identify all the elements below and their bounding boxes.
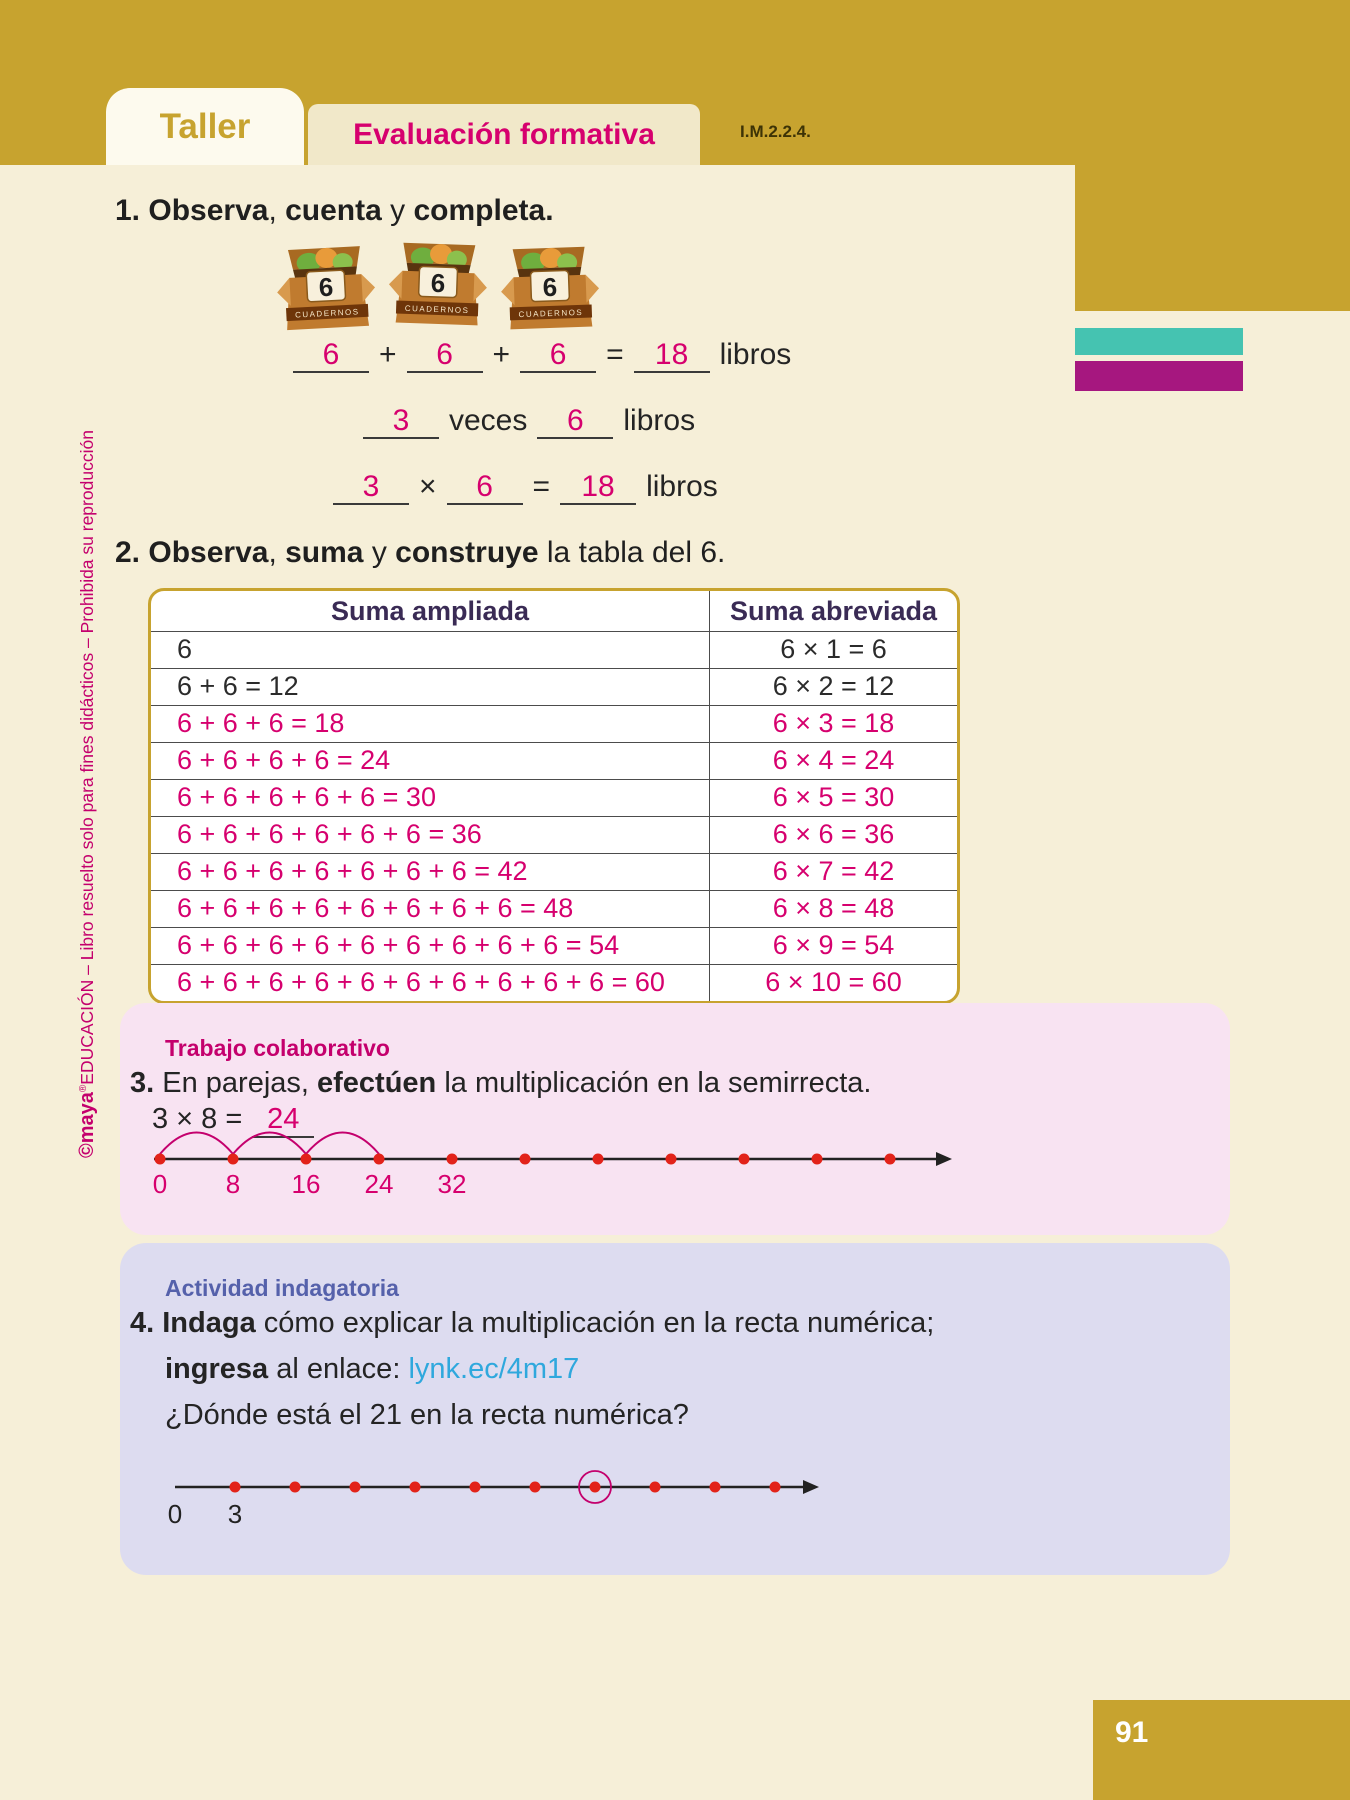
plus-sign: + bbox=[379, 338, 397, 371]
table-row bbox=[151, 891, 957, 928]
svg-text:8: 8 bbox=[225, 1169, 241, 1199]
page-number: 91 bbox=[1115, 1716, 1149, 1749]
numberline-semirrecta bbox=[148, 1117, 968, 1213]
exercise2-title: 2. Observa, suma y construye la tabla del 6. bbox=[115, 536, 726, 569]
blank-addend-1: 6 bbox=[293, 338, 369, 373]
equals-sign: = bbox=[532, 470, 551, 503]
box-banner-label: CUADERNOS bbox=[294, 307, 360, 320]
times-sign: × bbox=[419, 470, 437, 503]
expression: 3 × 8 = bbox=[152, 1103, 243, 1135]
cell-suma-ampliada: 6 + 6 = 12 bbox=[151, 669, 710, 706]
magenta-bar bbox=[1075, 361, 1243, 391]
table-row bbox=[151, 817, 957, 854]
unit-label: libros bbox=[719, 338, 792, 371]
registered-symbol: ® bbox=[78, 1084, 90, 1093]
box-count-label: 6 bbox=[430, 267, 446, 299]
cell-suma-ampliada: 6 + 6 + 6 + 6 + 6 + 6 + 6 + 6 + 6 + 6 = 60 bbox=[151, 965, 710, 1002]
box-count-label: 6 bbox=[317, 271, 334, 303]
box-banner-label: CUADERNOS bbox=[518, 307, 584, 320]
notebook-box bbox=[500, 246, 601, 329]
notebook-box bbox=[388, 242, 489, 325]
cell-suma-abreviada: 6 × 2 = 12 bbox=[710, 669, 957, 706]
header-suma-ampliada: Suma ampliada bbox=[151, 591, 710, 632]
blank-times: 3 bbox=[363, 404, 439, 439]
cell-suma-ampliada: 6 + 6 + 6 + 6 + 6 + 6 + 6 + 6 = 48 bbox=[151, 891, 710, 928]
unit-label: libros bbox=[623, 404, 696, 437]
blank-factor-2: 6 bbox=[447, 470, 523, 505]
cell-suma-ampliada: 6 + 6 + 6 + 6 + 6 + 6 + 6 + 6 + 6 = 54 bbox=[151, 928, 710, 965]
blank-group-size: 6 bbox=[537, 404, 613, 439]
lynk-url-link[interactable]: lynk.ec/4m17 bbox=[408, 1353, 580, 1385]
table-row bbox=[151, 706, 957, 743]
table-body bbox=[151, 632, 957, 1002]
veces-word: veces bbox=[449, 404, 528, 437]
blank-product-answer: 24 bbox=[252, 1104, 314, 1138]
notebook-boxes-illustration bbox=[272, 230, 608, 336]
cell-suma-ampliada: 6 bbox=[151, 632, 710, 669]
blank-addend-3: 6 bbox=[520, 338, 596, 373]
collaborative-label: Trabajo colaborativo bbox=[165, 1035, 390, 1061]
collaborative-activity-box bbox=[120, 1003, 1230, 1235]
exercise1-title: 1. Observa, cuenta y completa. bbox=[115, 194, 554, 227]
table-row bbox=[151, 928, 957, 965]
table-row bbox=[151, 965, 957, 1002]
cell-suma-abreviada: 6 × 3 = 18 bbox=[710, 706, 957, 743]
equation-times-phrase bbox=[363, 404, 695, 439]
equation-multiplication bbox=[333, 470, 718, 505]
unit-label: libros bbox=[646, 470, 718, 503]
svg-text:3: 3 bbox=[227, 1499, 243, 1529]
cell-suma-abreviada: 6 × 4 = 24 bbox=[710, 743, 957, 780]
table-row bbox=[151, 669, 957, 706]
inquiry-label: Actividad indagatoria bbox=[165, 1275, 399, 1301]
svg-text:16: 16 bbox=[291, 1169, 321, 1199]
cell-suma-abreviada: 6 × 7 = 42 bbox=[710, 854, 957, 891]
exercise4-line2: ingresa al enlace: lynk.ec/4m17 bbox=[165, 1353, 580, 1385]
cell-suma-ampliada: 6 + 6 + 6 + 6 + 6 + 6 + 6 = 42 bbox=[151, 854, 710, 891]
page-number-box bbox=[1093, 1700, 1350, 1800]
copyright-symbol: © bbox=[76, 1143, 98, 1158]
svg-text:0: 0 bbox=[152, 1169, 168, 1199]
table-of-six bbox=[148, 588, 960, 1004]
cell-suma-abreviada: 6 × 6 = 36 bbox=[710, 817, 957, 854]
cell-suma-ampliada: 6 + 6 + 6 + 6 + 6 = 30 bbox=[151, 780, 710, 817]
box-banner-label: CUADERNOS bbox=[404, 303, 470, 316]
cell-suma-abreviada: 6 × 1 = 6 bbox=[710, 632, 957, 669]
svg-text:0: 0 bbox=[167, 1499, 183, 1529]
equals-sign: = bbox=[606, 338, 624, 371]
blank-total: 18 bbox=[634, 338, 710, 373]
taller-tab bbox=[106, 88, 304, 165]
cell-suma-ampliada: 6 + 6 + 6 + 6 + 6 + 6 = 36 bbox=[151, 817, 710, 854]
cell-suma-abreviada: 6 × 5 = 30 bbox=[710, 780, 957, 817]
watermark-text: – Libro resuelto solo para fines didácticos – Prohibida su reproducción bbox=[77, 430, 97, 980]
cell-suma-ampliada: 6 + 6 + 6 = 18 bbox=[151, 706, 710, 743]
cell-suma-abreviada: 6 × 10 = 60 bbox=[710, 965, 957, 1002]
table-row bbox=[151, 780, 957, 817]
curriculum-code: I.M.2.2.4. bbox=[740, 122, 811, 141]
table-row bbox=[151, 743, 957, 780]
blank-product: 18 bbox=[560, 470, 636, 505]
plus-sign: + bbox=[492, 338, 511, 371]
cell-suma-abreviada: 6 × 8 = 48 bbox=[710, 891, 957, 928]
subtitle-band bbox=[308, 104, 700, 165]
blank-addend-2: 6 bbox=[407, 338, 483, 373]
blank-factor-1: 3 bbox=[333, 470, 409, 505]
numberline-recta bbox=[150, 1451, 840, 1537]
svg-text:32: 32 bbox=[437, 1169, 467, 1199]
table-row bbox=[151, 632, 957, 669]
table-row bbox=[151, 854, 957, 891]
exercise4-question: ¿Dónde está el 21 en la recta numérica? bbox=[165, 1399, 689, 1431]
cell-suma-abreviada: 6 × 9 = 54 bbox=[710, 928, 957, 965]
teal-bar bbox=[1075, 328, 1243, 355]
exercise3-title: 3. En parejas, efectúen la multiplicación en la semirrecta. bbox=[130, 1067, 872, 1099]
copyright-watermark bbox=[76, 430, 99, 1158]
inquiry-activity-box bbox=[120, 1243, 1230, 1575]
table-header-row bbox=[151, 591, 957, 632]
right-gold-block bbox=[1075, 165, 1350, 311]
box-count-label: 6 bbox=[542, 271, 558, 303]
brand-name: maya bbox=[76, 1092, 98, 1144]
tab-title: Taller bbox=[159, 106, 251, 146]
cell-suma-ampliada: 6 + 6 + 6 + 6 = 24 bbox=[151, 743, 710, 780]
brand-word: EDUCACIÓN bbox=[77, 979, 97, 1085]
notebook-box bbox=[275, 245, 377, 330]
header-suma-abreviada: Suma abreviada bbox=[729, 596, 938, 626]
exercise4-line1: 4. Indaga cómo explicar la multiplicación en la recta numérica; bbox=[130, 1307, 935, 1339]
equation-repeated-addition bbox=[293, 338, 791, 373]
subtitle-text: Evaluación formativa bbox=[353, 117, 655, 151]
svg-text:24: 24 bbox=[364, 1169, 394, 1199]
